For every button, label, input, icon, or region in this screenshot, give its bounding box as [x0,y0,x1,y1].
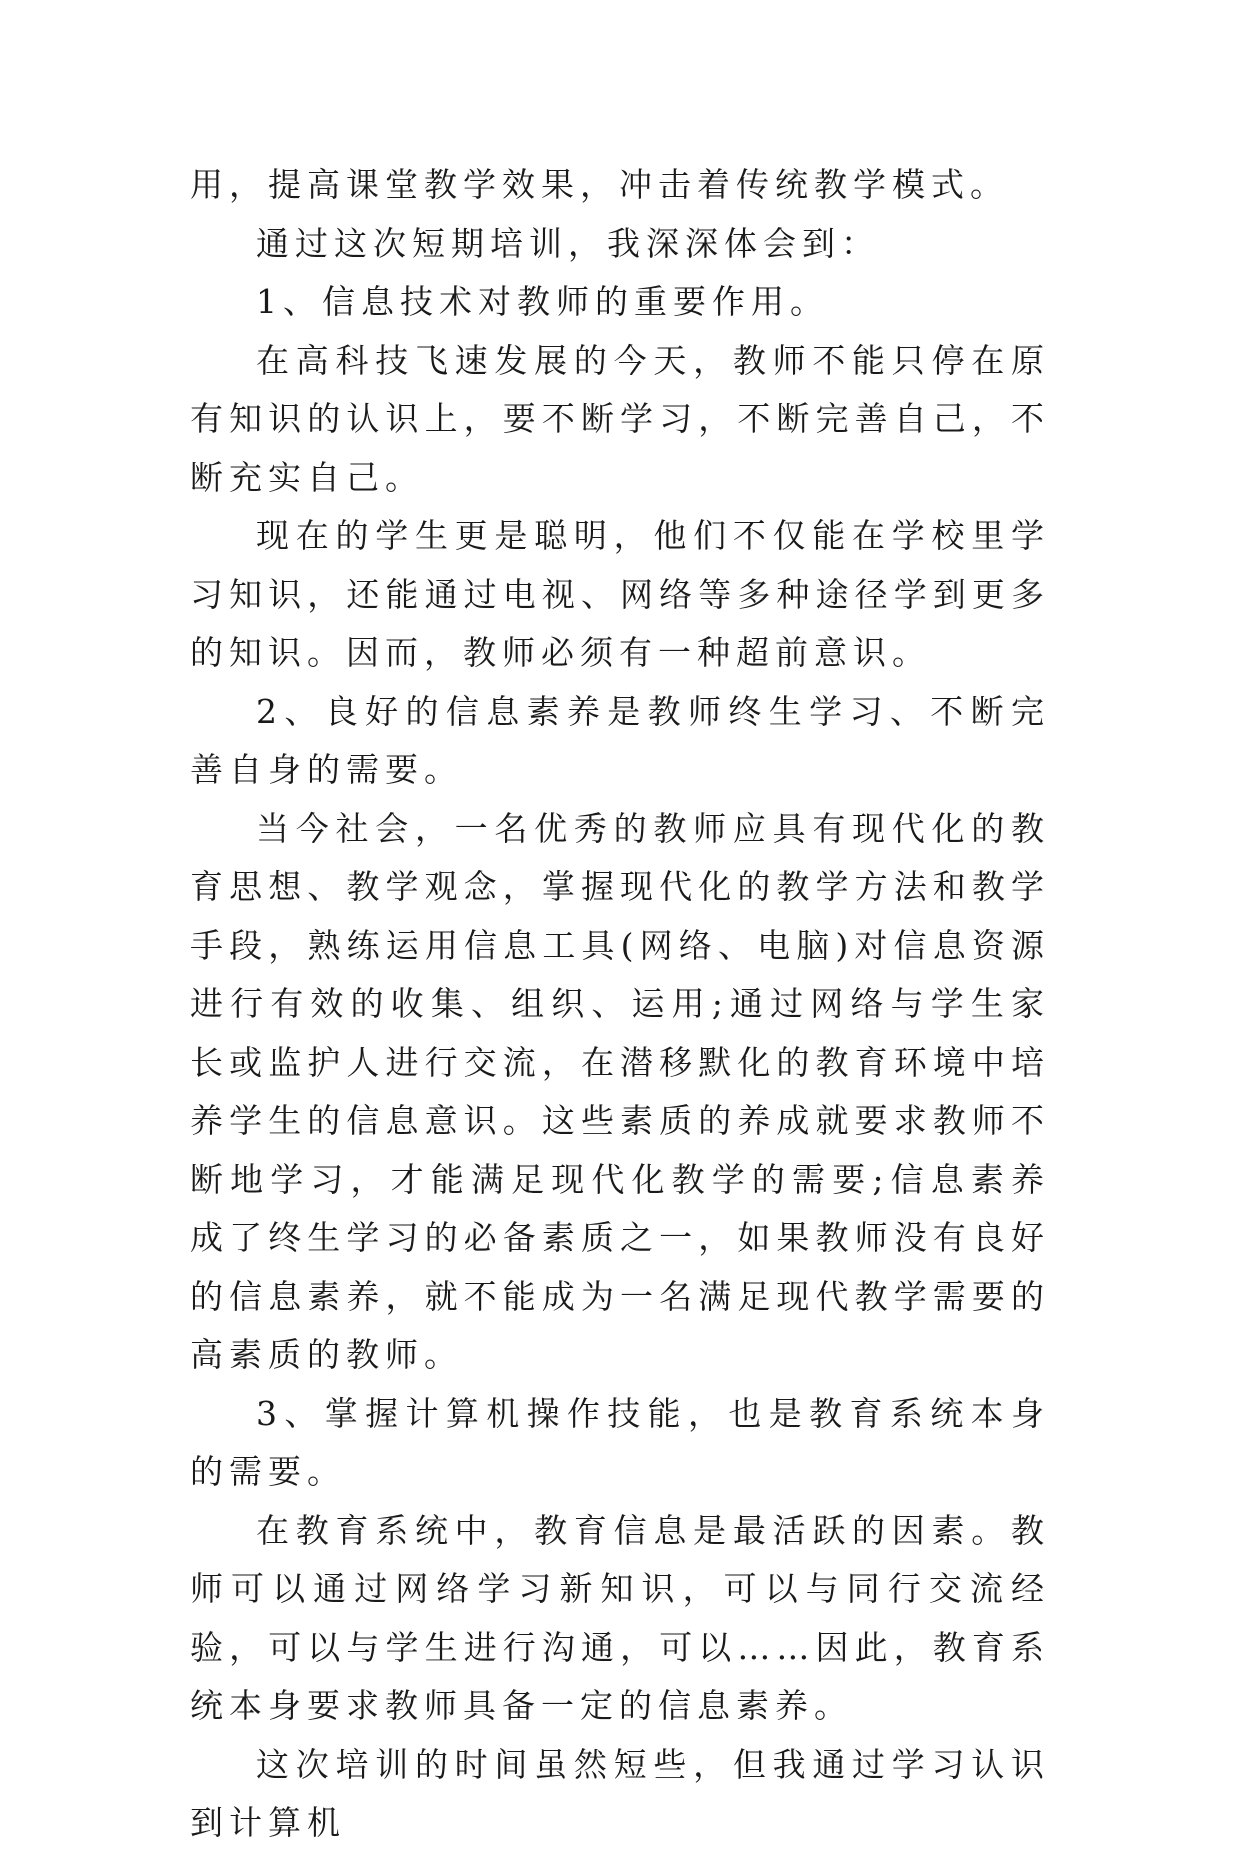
list-heading-3: 3、掌握计算机操作技能，也是教育系统本身的需要。 [190,1393,1050,1491]
paragraph: 通过这次短期培训，我深深体会到： [256,223,880,263]
paragraph: 在高科技飞速发展的今天，教师不能只停在原有知识的认识上，要不断学习，不断完善自己，不断充实自己。 [190,340,1050,497]
document-body [190,156,1050,1853]
paragraph: 当今社会，一名优秀的教师应具有现代化的教育思想、教学观念，掌握现代化的教学方法和教学手段，熟练运用信息工具(网络、电脑)对信息资源进行有效的收集、组织、运用;通过网络与学生家长或监护人进行交流，在潜移默化的教育环境中培养学生的信息意识。这些素质的养成就要求教师不断地学习，才能满足现代化教学的需要;信息素养成了终生学习的必备素质之一，如果教师没有良好的信息素养，就不能成为一名满足现代教学需要的高素质的教师。 [190,808,1050,1374]
list-heading-2: 2、良好的信息素养是教师终生学习、不断完善自身的需要。 [190,691,1050,789]
paragraph: 这次培训的时间虽然短些，但我通过学习认识到计算机 [190,1744,1050,1842]
list-heading-1: 1、信息技术对教师的重要作用。 [256,282,829,321]
paragraph: 现在的学生更是聪明，他们不仅能在学校里学习知识，还能通过电视、网络等多种途径学到更多的知识。因而，教师必须有一种超前意识。 [190,516,1050,672]
paragraph: 在教育系统中，教育信息是最活跃的因素。教师可以通过网络学习新知识，可以与同行交流经验，可以与学生进行沟通，可以……因此，教育系统本身要求教师具备一定的信息素养。 [190,1510,1050,1725]
paragraph: 用，提高课堂教学效果，冲击着传统教学模式。 [190,165,1009,204]
